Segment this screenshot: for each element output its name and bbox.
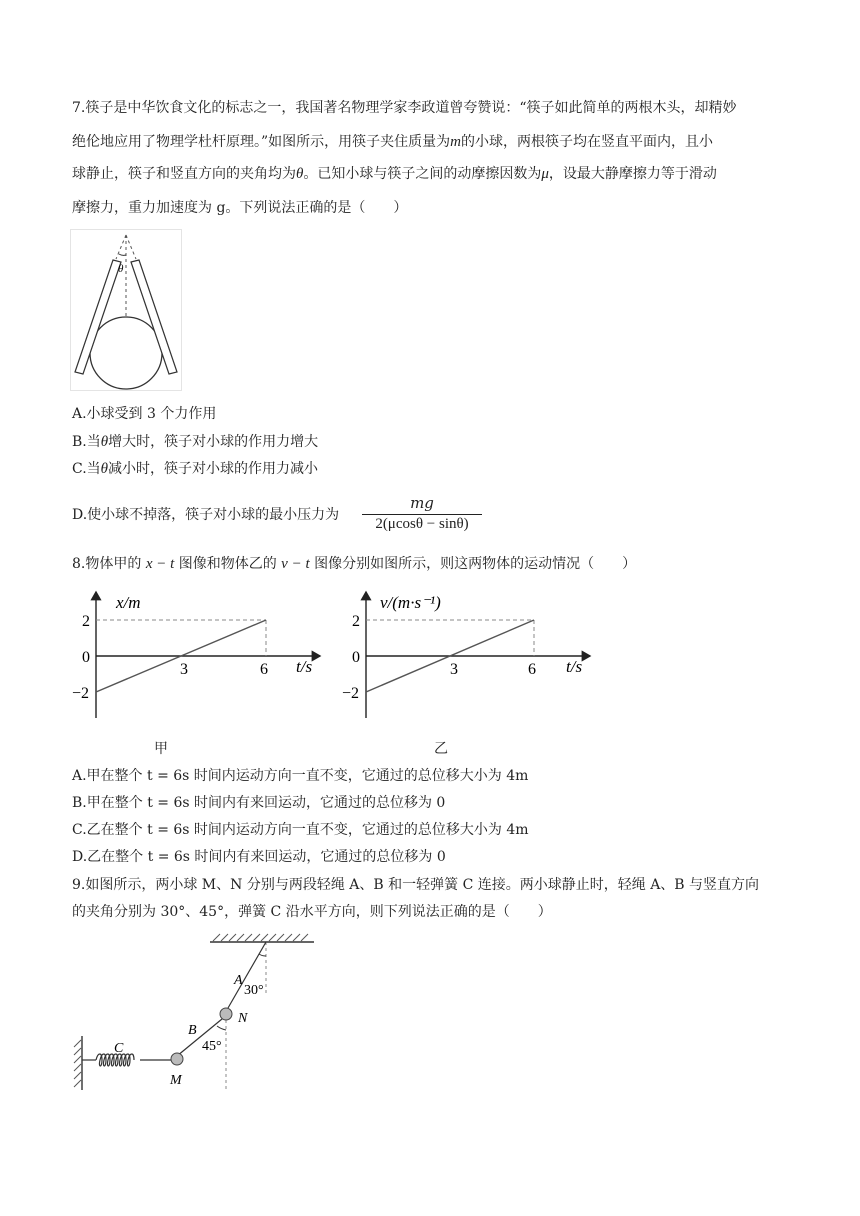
- ball: [90, 317, 162, 389]
- svg-text:0: 0: [82, 649, 90, 666]
- q7-option-c: C.当θ减小时，筷子对小球的作用力减小: [72, 461, 319, 477]
- graph-yi: [340, 586, 600, 722]
- graph-yi-caption: 乙: [434, 741, 448, 757]
- angle-b: 45°: [202, 1039, 222, 1054]
- q8-option-a: A.甲在整个 t = 6s 时间内运动方向一直不变，它通过的总位移大小为 4m: [72, 768, 529, 784]
- q7-option-a: A.小球受到 3 个力作用: [72, 406, 217, 422]
- svg-text:2: 2: [352, 613, 360, 630]
- q8-option-b: B.甲在整个 t = 6s 时间内有来回运动，它通过的总位移为 0: [72, 795, 446, 811]
- q9-stem-line1: 9.如图所示，两小球 M、N 分别与两段轻绳 A、B 和一轻弹簧 C 连接。两小球静止时，轻绳 A、B 与竖直方向: [72, 877, 760, 893]
- q7-stem-line4: 摩擦力，重力加速度为 g。下列说法正确的是（ ）: [72, 200, 408, 216]
- svg-text:3: 3: [180, 661, 188, 678]
- graph-yi-ylabel: v/(m·s⁻¹): [380, 593, 441, 612]
- graph-jia-xlabel: t/s: [296, 657, 313, 676]
- graph-yi-xlabel: t/s: [566, 657, 583, 676]
- min-force-fraction: [360, 494, 484, 540]
- ball-m: [171, 1053, 183, 1065]
- label-a: A: [234, 973, 243, 988]
- label-c: C: [114, 1041, 124, 1056]
- q8-stem: 8.物体甲的 x − t 图像和物体乙的 v − t 图像分别如图所示，则这两物体的运动情况（ ）: [72, 556, 637, 572]
- theta-label: θ: [118, 263, 124, 275]
- svg-text:−2: −2: [72, 685, 90, 702]
- q9-stem-line2: 的夹角分别为 30°、45°，弹簧 C 沿水平方向，则下列说法正确的是（ ）: [72, 904, 552, 920]
- svg-text:2: 2: [82, 613, 90, 630]
- svg-text:−2: −2: [342, 685, 360, 702]
- graph-jia: [70, 586, 330, 722]
- fraction-numerator: mg: [410, 494, 434, 512]
- chopsticks-figure: [70, 229, 182, 391]
- spring-rope-figure: [70, 930, 316, 1094]
- svg-text:6: 6: [260, 661, 268, 678]
- angle-a: 30°: [244, 983, 264, 998]
- q7-option-d: D.使小球不掉落，筷子对小球的最小压力为: [72, 507, 340, 523]
- q7-stem-line3: 球静止，筷子和竖直方向的夹角均为θ。已知小球与筷子之间的动摩擦因数为μ，设最大静摩擦力等于滑动: [72, 166, 717, 182]
- q8-option-d: D.乙在整个 t = 6s 时间内有来回运动，它通过的总位移为 0: [72, 849, 446, 865]
- q7-stem-line1: 7.筷子是中华饮食文化的标志之一，我国著名物理学家李政道曾夸赞说：“筷子如此简单的两根木头，却精妙: [72, 100, 737, 116]
- graph-jia-ylabel: x/m: [116, 593, 141, 612]
- svg-text:3: 3: [450, 661, 458, 678]
- label-m: M: [170, 1073, 182, 1088]
- label-b: B: [188, 1023, 197, 1038]
- label-n: N: [238, 1011, 248, 1026]
- var-theta: θ: [296, 166, 304, 182]
- svg-text:0: 0: [352, 649, 360, 666]
- q8-option-c: C.乙在整个 t = 6s 时间内运动方向一直不变，它通过的总位移大小为 4m: [72, 822, 529, 838]
- q7-stem-line2: 绝伦地应用了物理学杜杆原理。”如图所示，用筷子夹住质量为m的小球，两根筷子均在竖直平面内，且小: [72, 134, 713, 150]
- graph-jia-caption: 甲: [154, 741, 168, 757]
- fraction-bar: [362, 514, 482, 515]
- fraction-denominator: 2(μcosθ − sinθ): [375, 516, 469, 532]
- q7-option-b: B.当θ增大时，筷子对小球的作用力增大: [72, 434, 319, 450]
- var-mu: μ: [541, 166, 549, 182]
- svg-text:6: 6: [528, 661, 536, 678]
- ball-n: [220, 1008, 232, 1020]
- var-m: m: [450, 134, 461, 150]
